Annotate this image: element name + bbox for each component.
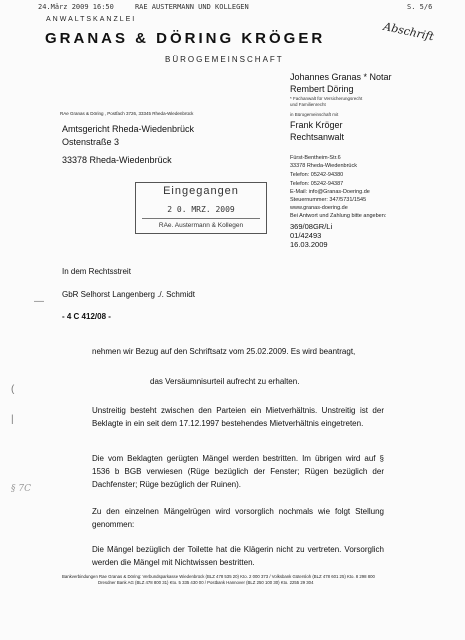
recipient-street: Ostenstraße 3	[62, 137, 120, 147]
fax-header-datetime	[38, 3, 249, 11]
contact-street: Fürst-Bentheim-Str.6	[290, 155, 341, 161]
firm-tagline: ANWALTSKANZLEI	[46, 16, 137, 23]
body-paragraph-3: Unstreitig besteht zwischen den Parteien ein Mietverhältnis. Unstreitig ist der Beklagte in ein seit dem 17.12.1997 bestehendes Mietverhältnis eingetreten.	[92, 406, 384, 428]
contact-email: E-Mail: info@Granas-Doering.de	[290, 189, 370, 195]
recipient-name: Amtsgericht Rheda-Wiedenbrück	[62, 124, 195, 134]
reference-number: 01/42493	[290, 231, 322, 240]
firm-name: GRANAS & DÖRING KRÖGER	[45, 30, 326, 47]
case-number: - 4 C 412/08 -	[62, 312, 111, 321]
contact-tax-number: Steuernummer: 347/5731/1545	[290, 197, 367, 203]
margin-handwritten-ref: § 7C	[11, 484, 31, 494]
association-note: in Bürogemeinschaft mit	[290, 112, 339, 117]
partner-doering-note-a: * Fachanwalt für Versicherungsrecht	[290, 96, 363, 101]
partner-granas: Johannes Granas * Notar	[290, 72, 392, 82]
case-intro: In dem Rechtsstreit	[62, 267, 131, 276]
reference-file-number: 369/08GR/Li	[290, 222, 333, 231]
body-paragraph-6: Die Mängel bezüglich der Toilette hat die Klägerin nicht zu vertreten. Vorsorglich werden die Mängel mit Nichtwissen bestritten.	[92, 545, 384, 567]
handwritten-annotation: Abschrift	[382, 20, 436, 44]
margin-mark-bar: |	[11, 414, 14, 425]
reply-note: Bei Antwort und Zahlung bitte angeben:	[290, 213, 387, 219]
contact-phone: Telefon: 05242-94380	[290, 172, 344, 178]
margin-mark-bracket: (	[11, 384, 15, 395]
footer-bank-line-1: Bankverbindungen Rae Granas & Döring: Verbundsparkasse Wiedenbrück (BLZ 478 535 20) Kto. 2 000 373 / Volksbank Gütersloh (BLZ 478 601 25) Kto. 8 298 800	[62, 574, 375, 579]
stamp-footer: RAe. Austermann & Kollegen	[158, 222, 244, 229]
contact-city: 33378 Rheda-Wiedenbrück	[290, 163, 357, 169]
contact-website: www.granas-doering.de	[290, 205, 348, 211]
received-stamp	[135, 182, 267, 234]
case-parties: GbR Selhorst Langenberg ./. Schmidt	[62, 290, 195, 299]
body-paragraph-2: das Versäumnisurteil aufrecht zu erhalten.	[150, 377, 300, 386]
fax-sender: RAE AUSTERMANN UND KOLLEGEN	[134, 3, 249, 11]
partner-kroeger: Frank Kröger	[290, 120, 343, 130]
fax-page-number: S. 5/6	[407, 3, 433, 11]
firm-subtitle: BÜROGEMEINSCHAFT	[165, 55, 284, 64]
footer-bank-line-2: Dresdner Bank AG (BLZ 478 800 31) Kto. 5 335 430 00 / Postbank Hannover (BLZ 250 100 30) Kto. 2255 29 304	[98, 580, 314, 585]
partner-doering: Rembert Döring	[290, 84, 354, 94]
fax-date: 24.März 2009 16:50	[38, 3, 114, 11]
partner-title: Rechtsanwalt	[290, 132, 345, 142]
body-paragraph-1: nehmen wir Bezug auf den Schriftsatz vom 25.02.2009. Es wird beantragt,	[92, 347, 356, 356]
stamp-divider	[142, 218, 260, 219]
partner-doering-note-b: und Familienrecht	[290, 102, 326, 107]
stamp-date: 2 0. MRZ. 2009	[167, 205, 235, 214]
letter-date: 16.03.2009	[290, 240, 328, 249]
recipient-city: 33378 Rheda-Wiedenbrück	[62, 155, 172, 165]
body-paragraph-4: Die vom Beklagten gerügten Mängel werden bestritten. Im übrigen wird auf § 1536 b BGB verwiesen (Rüge bezüglich der Fenster; Rügen bezüglich der Dachfenster; Rüge bezüglich der Ruinen).	[92, 454, 384, 489]
body-paragraph-5: Zu den einzelnen Mängelrügen wird vorsorglich nochmals wie folgt Stellung genommen:	[92, 507, 384, 529]
contact-phone-2: Telefon: 05242-94387	[290, 181, 344, 187]
margin-mark-dash: —	[34, 296, 44, 307]
stamp-title: Eingegangen	[163, 185, 239, 197]
sender-return-line: RAe Granas & Döring , Postfach 3726, 33345 Rheda-Wiedenbrück	[60, 111, 194, 116]
